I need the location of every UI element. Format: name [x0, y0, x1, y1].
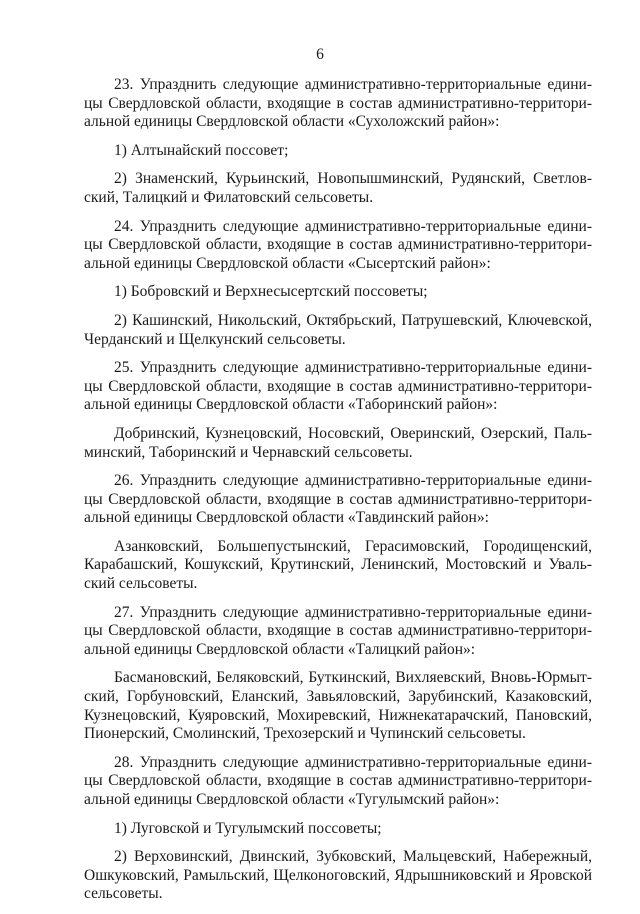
paragraph-28-item-1: 1) Луговской и Тугулымский поссоветы;: [114, 819, 382, 837]
paragraph-23-item-1: 1) Алтынайский поссовет;: [114, 141, 289, 159]
document-body: [84, 76, 592, 914]
page-number: 6: [316, 46, 324, 63]
paragraph-23-heading: 23. Упразднить следующие административно-территориальные единицы Свердловской области, входящие в состав административно-территориальной единицы Свердловской области «Сухоложский район»:: [84, 76, 592, 131]
paragraph-27-heading: 27. Упразднить следующие административно-территориальные единицы Свердловской области, входящие в состав административно-территориальной единицы Свердловской области «Талицкий район»:: [84, 603, 592, 658]
paragraph-25-list: Добринский, Кузнецовский, Носовский, Оверинский, Озерский, Пальминский, Таборинский и Чернавский сельсоветы.: [84, 424, 592, 461]
paragraph-28-item-2: 2) Верховинский, Двинский, Зубковский, Мальцевский, Набережный, Ошкуковский, Рамыльский, Щелконоговский, Ядрышниковский и Яровской сельсоветы.: [84, 848, 592, 903]
paragraph-27-list: Басмановский, Беляковский, Буткинский, Вихляевский, Вновь-Юрмытский, Горбуновский, Еланский, Завьяловский, Зарубинский, Казаковский, Кузнецовский, Куяровский, Мохиревский, Нижнекатарачский, Пановский, Пионерский, Смолинский, Трехозерский и Чупинский сельсоветы.: [84, 669, 592, 743]
paragraph-24-item-1: 1) Бобровский и Верхнесысертский поссоветы;: [114, 283, 428, 301]
paragraph-26-heading: 26. Упразднить следующие административно-территориальные единицы Свердловской области, входящие в состав административно-территориальной единицы Свердловской области «Тавдинский район»:: [84, 472, 592, 527]
paragraph-26-list: Азанковский, Большепустынский, Герасимовский, Городищенский, Карабашский, Кошукский, Крутинский, Ленинский, Мостовский и Увальский сельсоветы.: [84, 537, 592, 593]
paragraph-25-heading: 25. Упразднить следующие административно-территориальные единицы Свердловской области, входящие в состав административно-территориальной единицы Свердловской области «Таборинский район»:: [84, 359, 592, 414]
paragraph-23-item-2: 2) Знаменский, Курьинский, Новопышминский, Рудянский, Светловский, Талицкий и Филатовский сельсоветы.: [84, 170, 592, 206]
paragraph-28-heading: 28. Упразднить следующие административно-территориальные единицы Свердловской области, входящие в состав административно-территориальной единицы Свердловской области «Тугулымский район»:: [84, 753, 592, 808]
paragraph-24-item-2: 2) Кашинский, Никольский, Октябрьский, Патрушевский, Ключевской, Черданский и Щелкунский сельсоветы.: [84, 311, 592, 348]
paragraph-24-heading: 24. Упразднить следующие административно-территориальные единицы Свердловской области, входящие в состав административно-территориальной единицы Свердловской области «Сысертский район»:: [84, 217, 592, 272]
